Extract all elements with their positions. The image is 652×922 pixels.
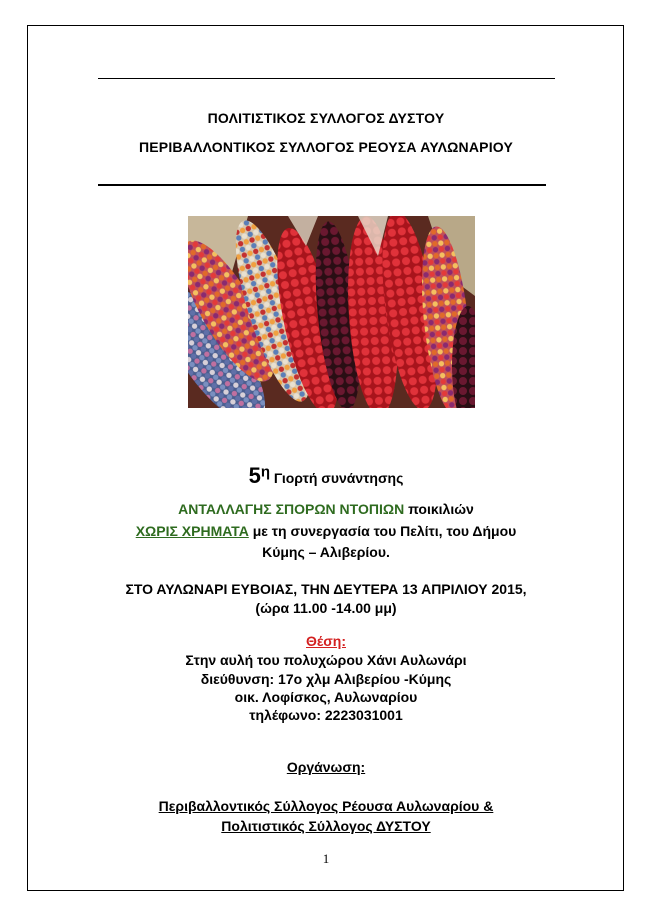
corn-cobs-image [188, 216, 475, 408]
location-line-2: διεύθυνση: 17ο χλμ Αλιβερίου -Κύμης [200, 671, 452, 687]
cooperation-line [0, 523, 652, 539]
exchange-varieties-text: ποικιλιών [404, 501, 474, 517]
event-title [0, 463, 652, 489]
header-rule [98, 184, 546, 186]
location-line-1: Στην αυλή του πολυχώρου Χάνι Αυλωνάρι [185, 652, 467, 668]
top-rule [98, 78, 555, 79]
page-number: 1 [322, 851, 330, 866]
exchange-line [0, 501, 652, 517]
org-line-1: ΠΟΛΙΤΙΣΤΙΚΟΣ ΣΥΛΛΟΓΟΣ ΔΥΣΤΟΥ [207, 110, 445, 126]
location-heading: Θέση: [306, 633, 346, 649]
municipality-line: Κύμης – Αλιβερίου. [262, 544, 390, 560]
organization-line-1: Περιβαλλοντικός Σύλλογος Ρέουσα Αυλωναρίου & [158, 798, 494, 814]
no-money-text: ΧΩΡΙΣ ΧΡΗΜΑΤΑ [135, 523, 249, 539]
organization-line-2: Πολιτιστικός Σύλλογος ΔΥΣΤΟΥ [221, 818, 431, 834]
location-line-3: οικ. Λοφίσκος, Αυλωναρίου [234, 689, 418, 705]
phone-line: τηλέφωνο: 2223031001 [249, 707, 403, 723]
event-title-text: Γιορτή συνάντησης [270, 470, 404, 486]
hours-line: (ώρα 11.00 -14.00 μμ) [255, 600, 397, 616]
event-ordinal-superscript: η [260, 463, 271, 481]
event-number: 5 [248, 463, 261, 488]
exchange-seeds-text: ΑΝΤΑΛΛΑΓΗΣ ΣΠΟΡΩΝ ΝΤΟΠΙΩΝ [178, 501, 405, 517]
place-date-line: ΣΤΟ ΑΥΛΩΝΑΡΙ ΕΥΒΟΙΑΣ, ΤΗΝ ΔΕΥΤΕΡΑ 13 ΑΠΡΙΛΙΟΥ 2015, [125, 581, 527, 597]
cooperation-text: με τη συνεργασία του Πελίτι, του Δήμου [248, 523, 517, 539]
org-line-2: ΠΕΡΙΒΑΛΛΟΝΤΙΚΟΣ ΣΥΛΛΟΓΟΣ ΡΕΟΥΣΑ ΑΥΛΩΝΑΡΙΟΥ [138, 139, 514, 155]
organization-heading: Οργάνωση: [286, 759, 366, 775]
